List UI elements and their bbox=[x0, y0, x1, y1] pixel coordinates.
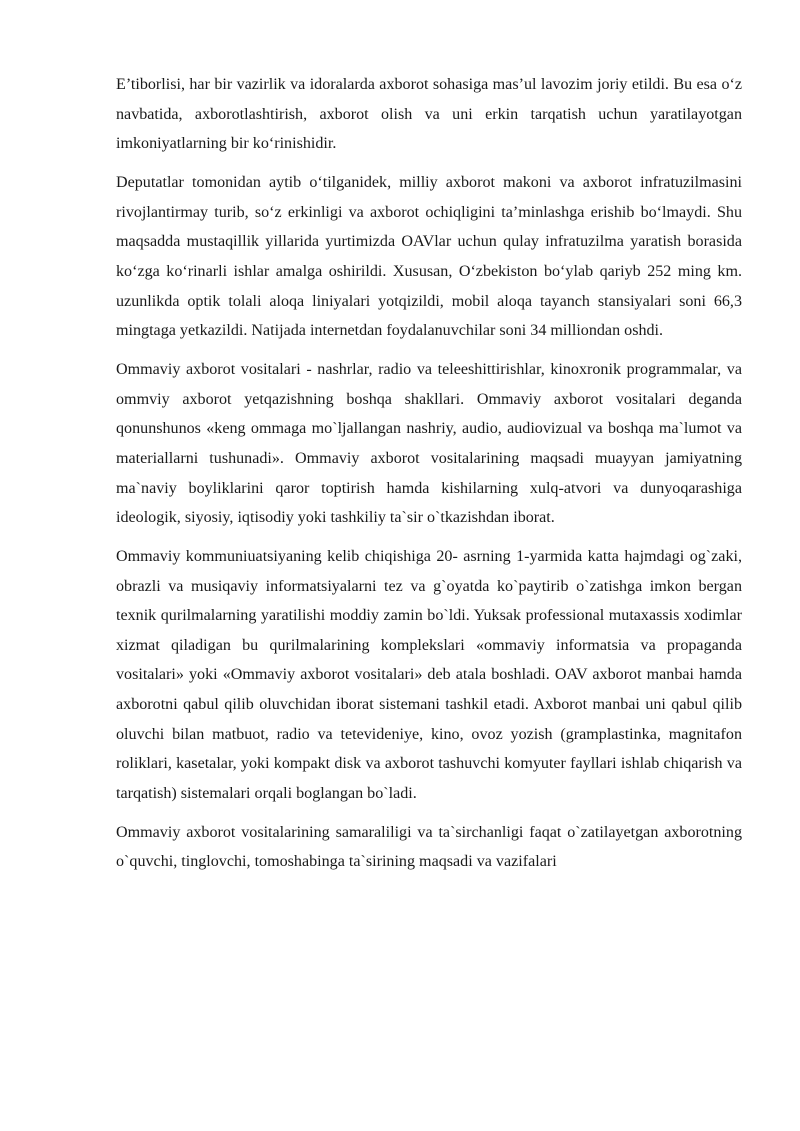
paragraph-5: Ommaviy axborot vositalarining samaraliligi va ta`sirchanligi faqat o`zatilayetgan axborotning o`quvchi, tinglovchi, tomoshabinga ta`sirining maqsadi va vazifalari bbox=[116, 823, 742, 871]
paragraph-2: Deputatlar tomonidan aytib oʻtilganidek, milliy axborot makoni va axborot infratuzilmasini rivojlantirmay turib, soʻz erkinligi va axborot ochiqligini ta’minlashga erishib boʻlmaydi. Shu maqsadda mustaqillik yillarida yurtimizda OAVlar uchun qulay infratuzilma yaratish borasida koʻzga koʻrinarli ishlar amalga oshirildi. Xususan, Oʻzbekiston boʻylab qariyb 252 ming km. uzunlikda optik tolali aloqa liniyalari yotqizildi, mobil aloqa tayanch stansiyalari soni 66,3 mingtaga yetkazildi. Natijada internetdan foydalanuvchilar soni 34 milliondan oshdi. bbox=[116, 174, 742, 340]
paragraph-4: Ommaviy kommuniuatsiyaning kelib chiqishiga 20- asrning 1-yarmida katta hajmdagi og`zaki, obrazli va musiqaviy informatsiyalarni tez va g`oyatda ko`paytirib o`zatishga imkon bergan texnik qurilmalarning yaratilishi moddiy zamin bo`ldi. Yuksak professional mutaxassis xodimlar xizmat qiladigan bu qurilmalarining komplekslari «ommaviy informatsia va propaganda vositalari» yoki «Ommaviy axborot vositalari» deb atala boshladi. OAV axborot manbai hamda axborotni qabul qilib oluvchidan iborat sistemani tashkil etadi. Axborot manbai uni qabul qilib oluvchi bilan matbuot, radio va tetevideniye, kino, ovoz yozish (gramplastinka, magnitafon roliklari, kasetalar, yoki kompakt disk va axborot tashuvchi komyuter fayllari ishlab chiqarish va tarqatish) sistemalari orqali boglangan bo`ladi. bbox=[116, 548, 742, 802]
paragraph-3: Ommaviy axborot vositalari - nashrlar, radio va teleeshittirishlar, kinoxronik programmalar, va ommviy axborot yetqazishning boshqa shakllari. Ommaviy axborot vositalari deganda qonunshunos «keng ommaga mo`ljallangan nashriy, audio, audiovizual va boshqa ma`lumot va materiallarni tushunadi». Ommaviy axborot vositalarining maqsadi muayyan jamiyatning ma`naviy boyliklarini qaror toptirish hamda kishilarning xulq-atvori va dunyoqarashiga ideologik, siyosiy, iqtisodiy yoki tashkiliy ta`sir o`tkazishdan iborat. bbox=[116, 361, 742, 527]
document-page bbox=[116, 70, 742, 877]
paragraph-1: E’tiborlisi, har bir vazirlik va idoralarda axborot sohasiga mas’ul lavozim joriy etildi. Bu esa oʻz navbatida, axborotlashtirish, axborot olish va uni erkin tarqatish uchun yaratilayotgan imkoniyatlarning bir koʻrinishidir. bbox=[116, 76, 742, 153]
